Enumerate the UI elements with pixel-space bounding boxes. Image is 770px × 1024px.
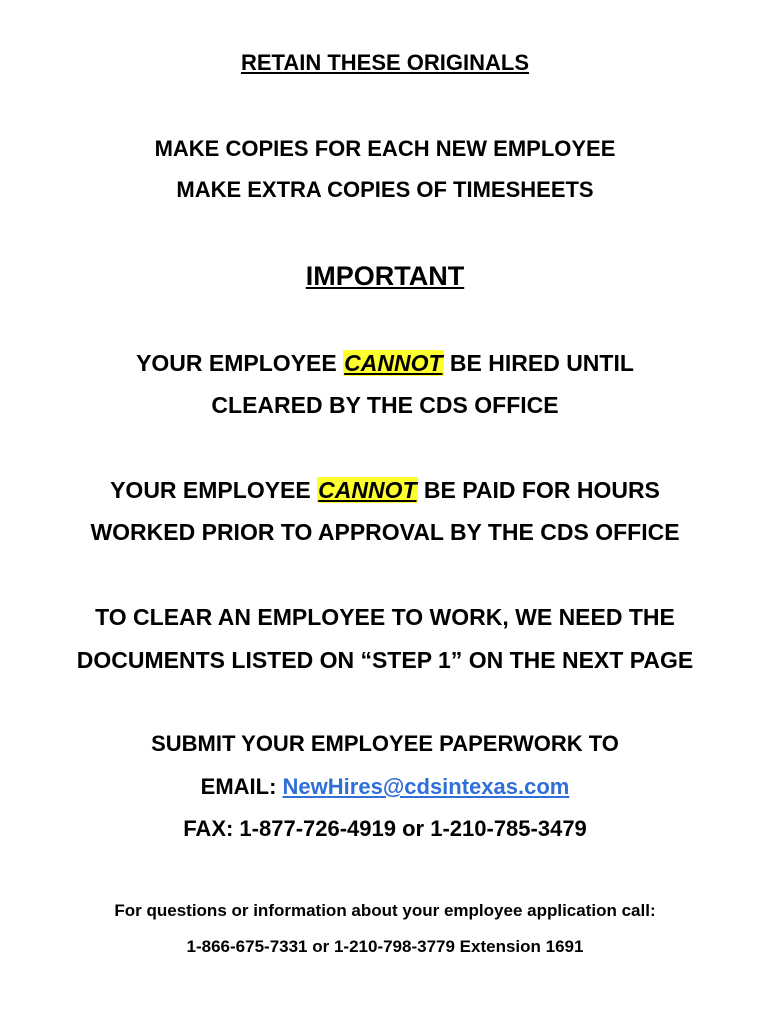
clear-employee-line-2: DOCUMENTS LISTED ON “STEP 1” ON THE NEXT PAGE xyxy=(76,647,694,673)
submit-heading: SUBMIT YOUR EMPLOYEE PAPERWORK TO xyxy=(151,731,619,756)
email-link[interactable]: NewHires@cdsintexas.com xyxy=(282,774,570,799)
questions-line: For questions or information about your employee application call: xyxy=(114,901,656,920)
cannot-hire-suffix: BE HIRED UNTIL xyxy=(443,350,634,376)
email-label: EMAIL: xyxy=(200,774,283,799)
cannot-pay-emphasis: CANNOT xyxy=(318,477,417,503)
cannot-hire-emphasis: CANNOT xyxy=(344,350,443,376)
make-extra-copies-line: MAKE EXTRA COPIES OF TIMESHEETS xyxy=(176,177,594,202)
cannot-pay-prefix: YOUR EMPLOYEE xyxy=(110,477,318,503)
retain-originals-heading: RETAIN THESE ORIGINALS xyxy=(240,50,530,75)
cannot-hire-line-2: CLEARED BY THE CDS OFFICE xyxy=(211,392,559,418)
email-line xyxy=(0,776,770,798)
cannot-pay-line-1 xyxy=(0,479,770,502)
fax-line: FAX: 1-877-726-4919 or 1-210-785-3479 xyxy=(183,816,587,841)
cannot-pay-line-2: WORKED PRIOR TO APPROVAL BY THE CDS OFFICE xyxy=(90,519,680,545)
make-copies-line: MAKE COPIES FOR EACH NEW EMPLOYEE xyxy=(154,136,616,161)
cannot-pay-suffix: BE PAID FOR HOURS xyxy=(417,477,660,503)
clear-employee-line-1: TO CLEAR AN EMPLOYEE TO WORK, WE NEED THE xyxy=(95,604,675,630)
cannot-hire-line-1 xyxy=(0,352,770,375)
cannot-hire-prefix: YOUR EMPLOYEE xyxy=(136,350,344,376)
important-heading: IMPORTANT xyxy=(305,261,465,291)
phone-line: 1-866-675-7331 or 1-210-798-3779 Extension 1691 xyxy=(186,937,584,956)
